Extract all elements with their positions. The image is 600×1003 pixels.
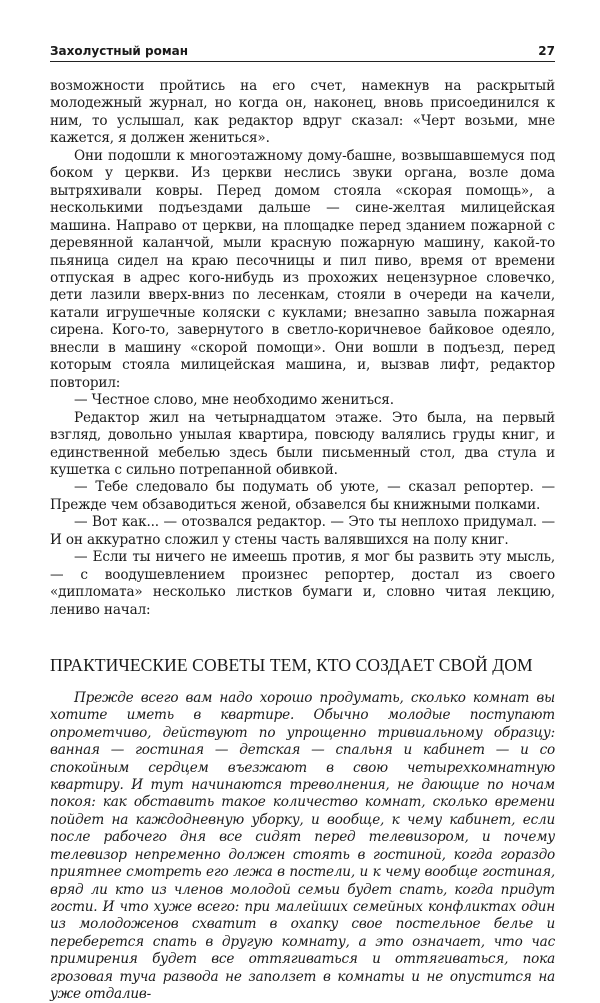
running-title: Захолустный роман	[50, 44, 189, 58]
running-head	[50, 42, 555, 62]
paragraph: Редактор жил на четырнадцатом этаже. Это была, на первый взгляд, довольно унылая квартира, повсюду валялись груды книг, и единственной мебелью здесь были письменный стол, два стула и кушетка с сильно потрепанной обивкой.	[50, 409, 555, 478]
paragraph: — Если ты ничего не имеешь против, я мог бы развить эту мысль, — с воодушевлением произнес репортер, достал из своего «дипломата» несколько листков бумаги и, словно читая лекцию, лениво начал:	[50, 549, 555, 618]
paragraph: — Честное слово, мне необходимо жениться.	[74, 392, 394, 409]
book-page	[50, 42, 555, 1003]
paragraph: — Вот как... — отозвался редактор. — Это ты неплохо придумал. — И он аккуратно сложил у стены часть валявшихся на полу книг.	[50, 514, 555, 548]
italic-paragraph: Прежде всего вам надо хорошо продумать, сколько комнат вы хотите иметь в квартире. Обычно молодые поступают опрометчиво, действуют по упрощенно тривиальному образцу: ванная — гостиная — детская — спальня и кабинет — и со спокойным сердцем въезжают в свою четырехкомнатную квартиру. И тут начинаются треволнения, не дающие по ночам покоя: как обставить такое количество комнат, сколько времени пойдет на каждодневную уборку, и вообще, к чему кабинет, если после рабочего дня все сидят перед телевизором, и почему телевизор непременно должен стоять в гостиной, когда гораздо приятнее смотреть его лежа в постели, и к чему вообще гостиная, вряд ли кто из членов молодой семьи будет спать, когда придут гости. И что хуже всего: при малейших семейных конфликтах один из молодоженов схватит в охапку свое постельное белье и переберется спать в другую комнату, а это означает, что час примирения будет все оттягиваться и оттягиваться, пока грозовая туча развода не заползет в комнаты и не опустится на уже отдалив-	[50, 690, 555, 1002]
body-text	[50, 78, 555, 619]
page-number: 27	[538, 44, 555, 58]
section-title: ПРАКТИЧЕСКИЕ СОВЕТЫ ТЕМ, КТО СОЗДАЕТ СВОЙ ДОМ	[50, 655, 533, 676]
paragraph: возможности пройтись на его счет, намекнув на раскрытый молодежный журнал, но когда он, наконец, вновь присоединился к ним, то услышал, как редактор вдруг сказал: «Черт возьми, мне кажется, я должен жениться».	[50, 78, 555, 147]
paragraph: — Тебе следовало бы подумать об уюте, — сказал репортер. — Прежде чем обзаводиться женой, обзавелся бы книжными полками.	[50, 479, 555, 513]
paragraph: Они подошли к многоэтажному дому-башне, возвышавшемуся под боком у церкви. Из церкви неслись звуки органа, возле дома вытряхивали ковры. Перед домом стояла «скорая помощь», а несколькими подъездами дальше — сине-желтая милицейская машина. Направо от церкви, на площадке перед зданием пожарной с деревянной каланчой, мыли красную пожарную машину, какой-то пьяница сидел на краю песочницы и пил пиво, время от времени отпуская в адрес кого-нибудь из прохожих нецензурное словечко, дети лазили вверх-вниз по лесенкам, стояли в очереди на качели, катали игрушечные коляски с куклами; внезапно завыла пожарная сирена. Кого-то, завернутого в светло-коричневое байковое одеяло, внесли в машину «скорой помощи». Они вошли в подъезд, перед которым стояла милицейская машина, и, вызвав лифт, редактор повторил:	[50, 147, 555, 391]
italic-text	[50, 690, 555, 1003]
